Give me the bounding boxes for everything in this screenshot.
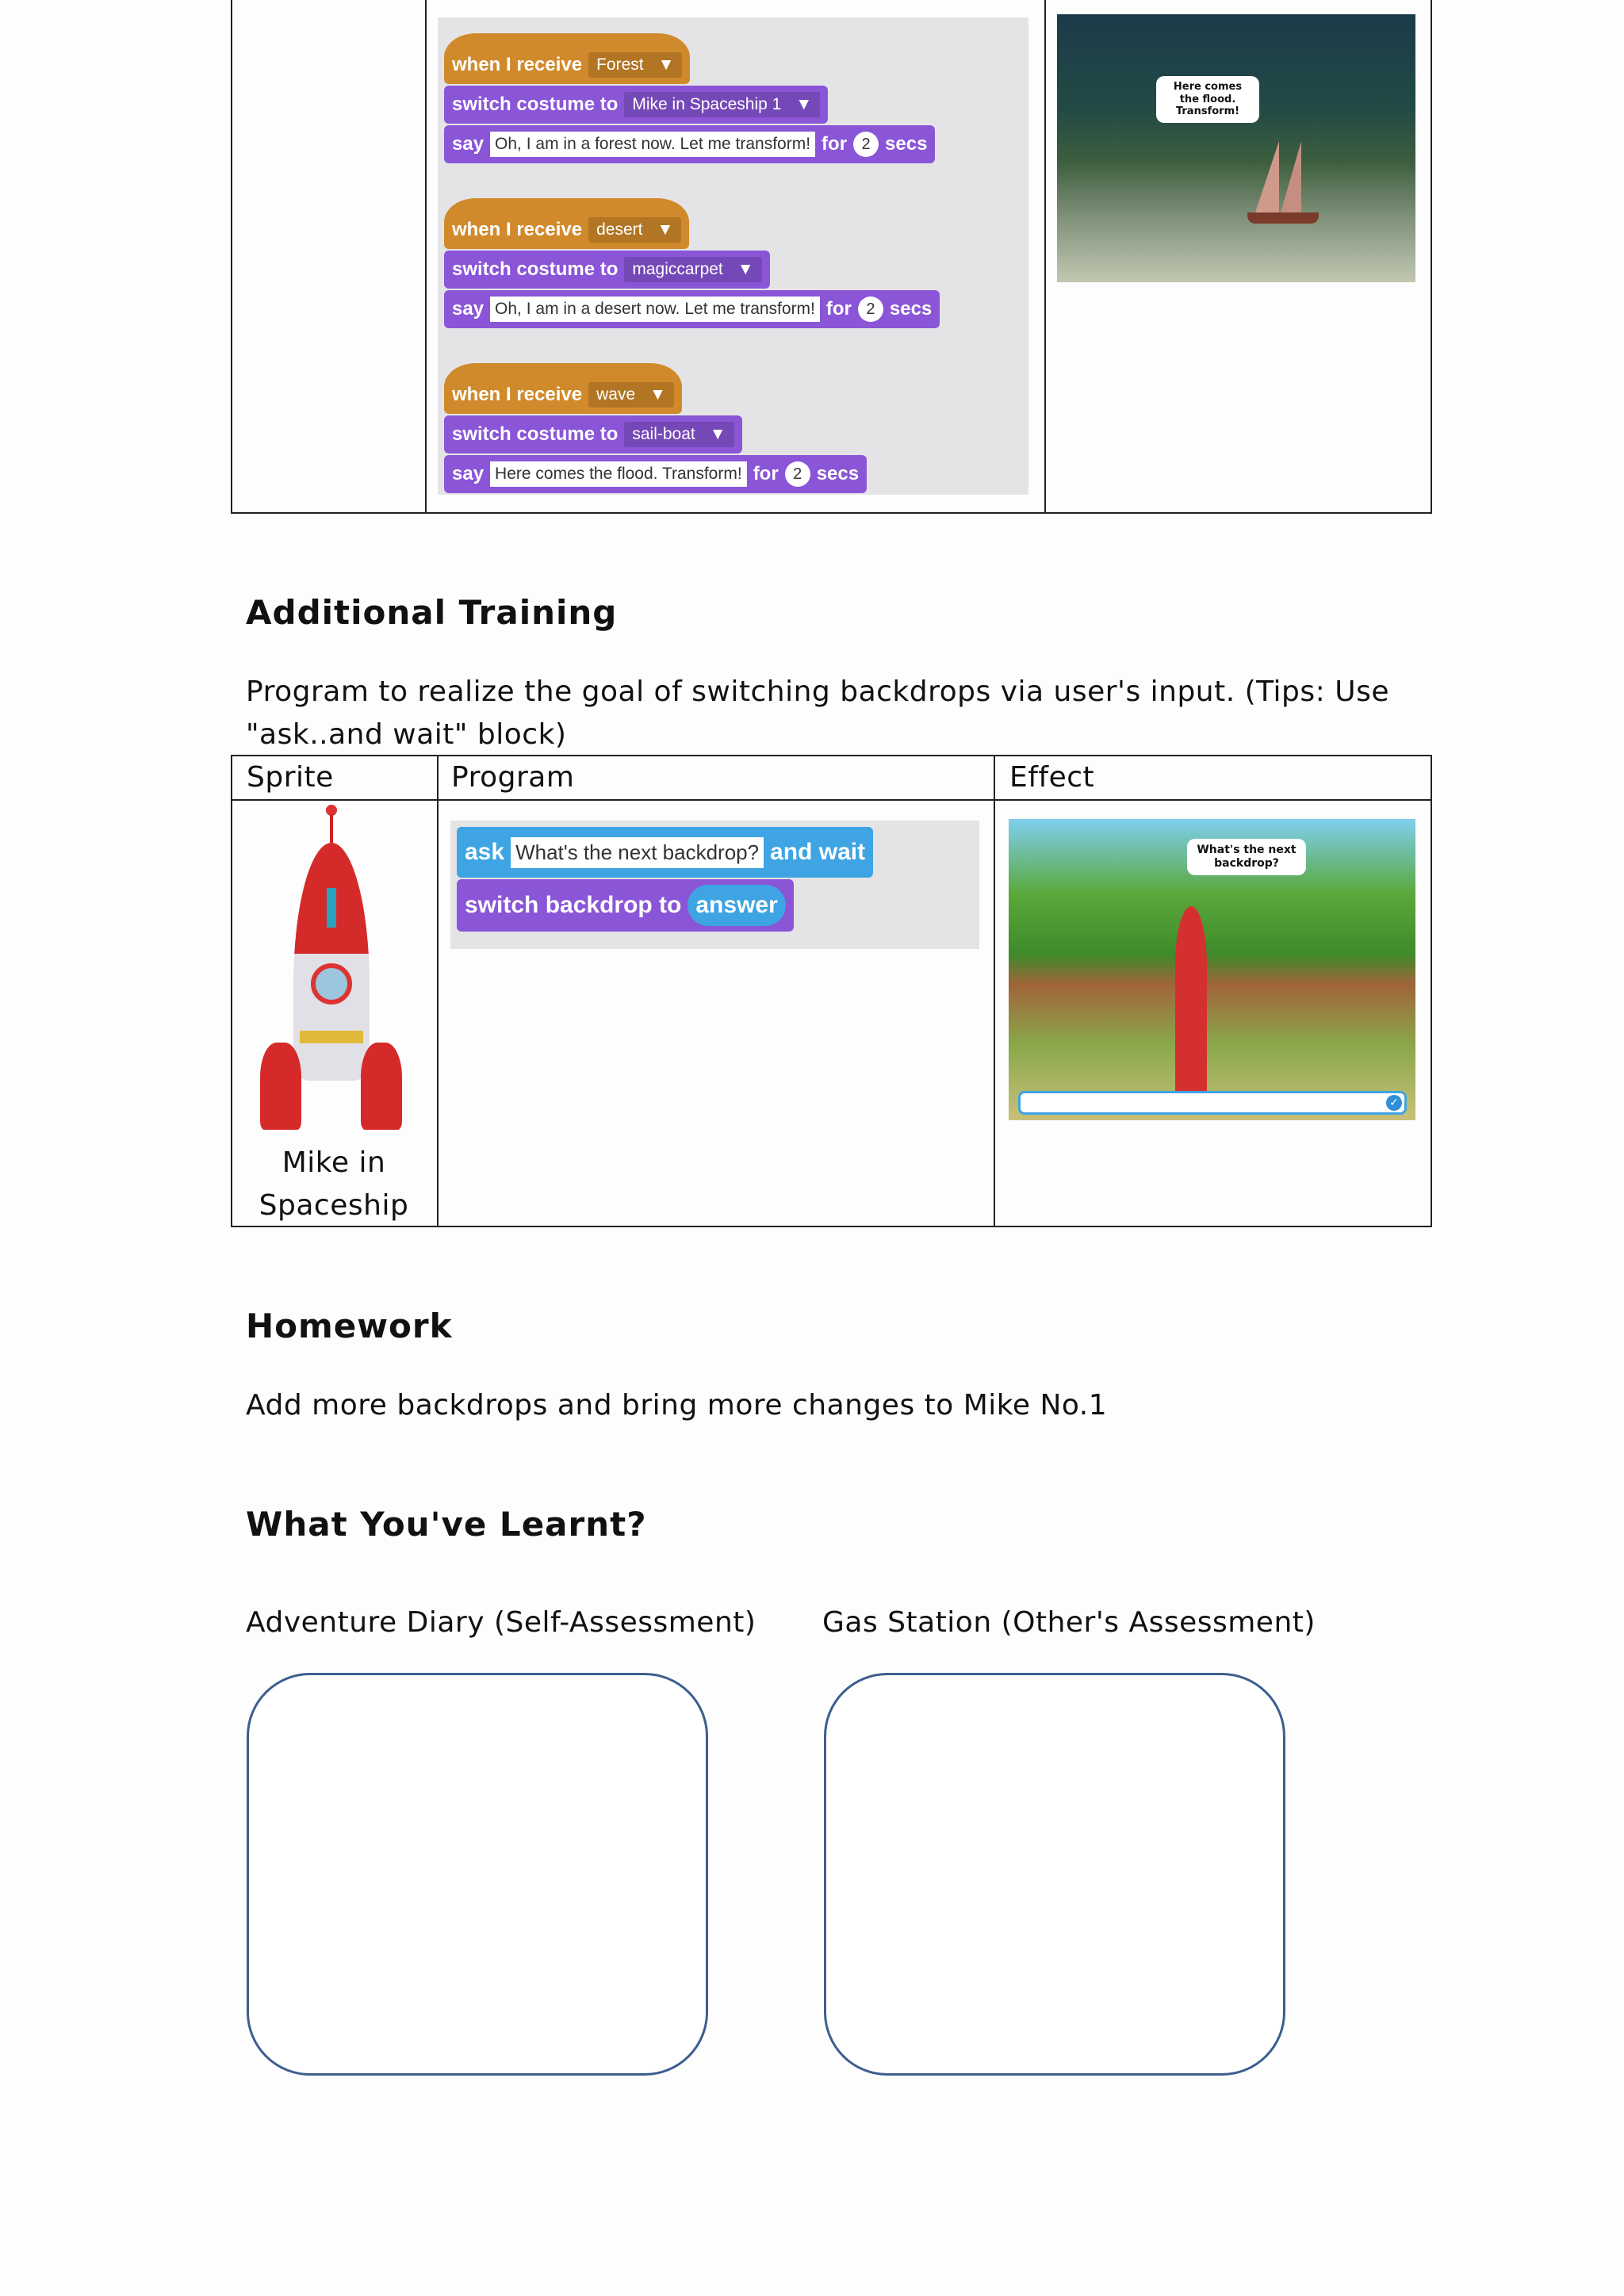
ask-input: What's the next backdrop? xyxy=(511,837,764,868)
say-text-input: Oh, I am in a forest now. Let me transform! xyxy=(490,132,815,157)
switch-backdrop-block: switch backdrop to answer xyxy=(457,879,794,932)
when-receive-block: when I receive desert ▼ xyxy=(444,198,689,249)
header-program: Program xyxy=(451,761,575,794)
message-dropdown: desert ▼ xyxy=(588,217,681,243)
message-dropdown: Forest ▼ xyxy=(588,52,682,78)
dropdown-arrow-icon: ▼ xyxy=(709,425,726,443)
script-group xyxy=(444,27,1022,163)
sprite-name-line2: Spaceship xyxy=(259,1189,409,1222)
costume-dropdown: magiccarpet ▼ xyxy=(624,257,761,282)
say-block: say Oh, I am in a desert now. Let me transform! for 2 secs xyxy=(444,290,940,328)
dropdown-arrow-icon: ▼ xyxy=(737,260,754,278)
rocket-sprite-image xyxy=(254,805,408,1134)
scratch-script-image xyxy=(438,17,1028,495)
when-receive-block: when I receive Forest ▼ xyxy=(444,33,690,84)
script-group xyxy=(444,178,1022,328)
switch-costume-block: switch costume to magiccarpet ▼ xyxy=(444,251,770,289)
answer-input-bar xyxy=(1018,1091,1407,1115)
dropdown-arrow-icon: ▼ xyxy=(795,95,813,113)
speech-bubble: Here comes the flood. Transform! xyxy=(1156,76,1259,123)
flood-effect-image xyxy=(1057,14,1415,282)
dropdown-arrow-icon: ▼ xyxy=(649,385,666,404)
other-assessment-box[interactable] xyxy=(824,1673,1285,2076)
additional-desc-1: Program to realize the goal of switching backdrops via user's input. (Tips: Use xyxy=(246,675,1389,708)
additional-desc-2: "ask..and wait" block) xyxy=(246,718,567,751)
header-effect: Effect xyxy=(1009,761,1095,794)
other-assessment-label: Gas Station (Other's Assessment) xyxy=(822,1606,1316,1639)
say-block: say Here comes the flood. Transform! for 2 secs xyxy=(444,455,867,493)
answer-reporter: answer xyxy=(688,885,785,926)
secs-input: 2 xyxy=(785,461,810,487)
say-text-input: Here comes the flood. Transform! xyxy=(490,461,747,487)
self-assessment-box[interactable] xyxy=(247,1673,708,2076)
when-receive-block: when I receive wave ▼ xyxy=(444,363,682,414)
section-heading-learnt: What You've Learnt? xyxy=(246,1505,647,1544)
check-icon: ✓ xyxy=(1386,1095,1402,1111)
header-sprite: Sprite xyxy=(247,761,334,794)
forest-effect-image xyxy=(1009,819,1415,1120)
message-dropdown: wave ▼ xyxy=(588,382,674,408)
costume-dropdown: sail-boat ▼ xyxy=(624,422,733,447)
section-heading-homework: Homework xyxy=(246,1307,453,1345)
sprite-name-line1: Mike in xyxy=(282,1146,386,1179)
self-assessment-label: Adventure Diary (Self-Assessment) xyxy=(246,1606,756,1639)
sailboat-icon xyxy=(1255,141,1279,212)
number-one-icon xyxy=(327,888,336,928)
say-block: say Oh, I am in a forest now. Let me transform! for 2 secs xyxy=(444,125,935,163)
script-group xyxy=(444,342,1022,493)
speech-bubble: What's the next backdrop? xyxy=(1187,839,1306,875)
switch-costume-block: switch costume to sail-boat ▼ xyxy=(444,415,742,453)
homework-text: Add more backdrops and bring more changes to Mike No.1 xyxy=(246,1389,1108,1422)
say-text-input: Oh, I am in a desert now. Let me transform! xyxy=(490,297,820,322)
costume-dropdown: Mike in Spaceship 1 ▼ xyxy=(624,92,820,117)
section-heading-additional: Additional Training xyxy=(246,593,618,632)
dropdown-arrow-icon: ▼ xyxy=(657,55,675,74)
secs-input: 2 xyxy=(853,132,879,157)
dropdown-arrow-icon: ▼ xyxy=(657,220,674,239)
ask-block: ask What's the next backdrop? and wait xyxy=(457,827,873,878)
secs-input: 2 xyxy=(858,297,883,322)
switch-costume-block: switch costume to Mike in Spaceship 1 ▼ xyxy=(444,86,828,124)
ask-program-image xyxy=(450,821,979,949)
